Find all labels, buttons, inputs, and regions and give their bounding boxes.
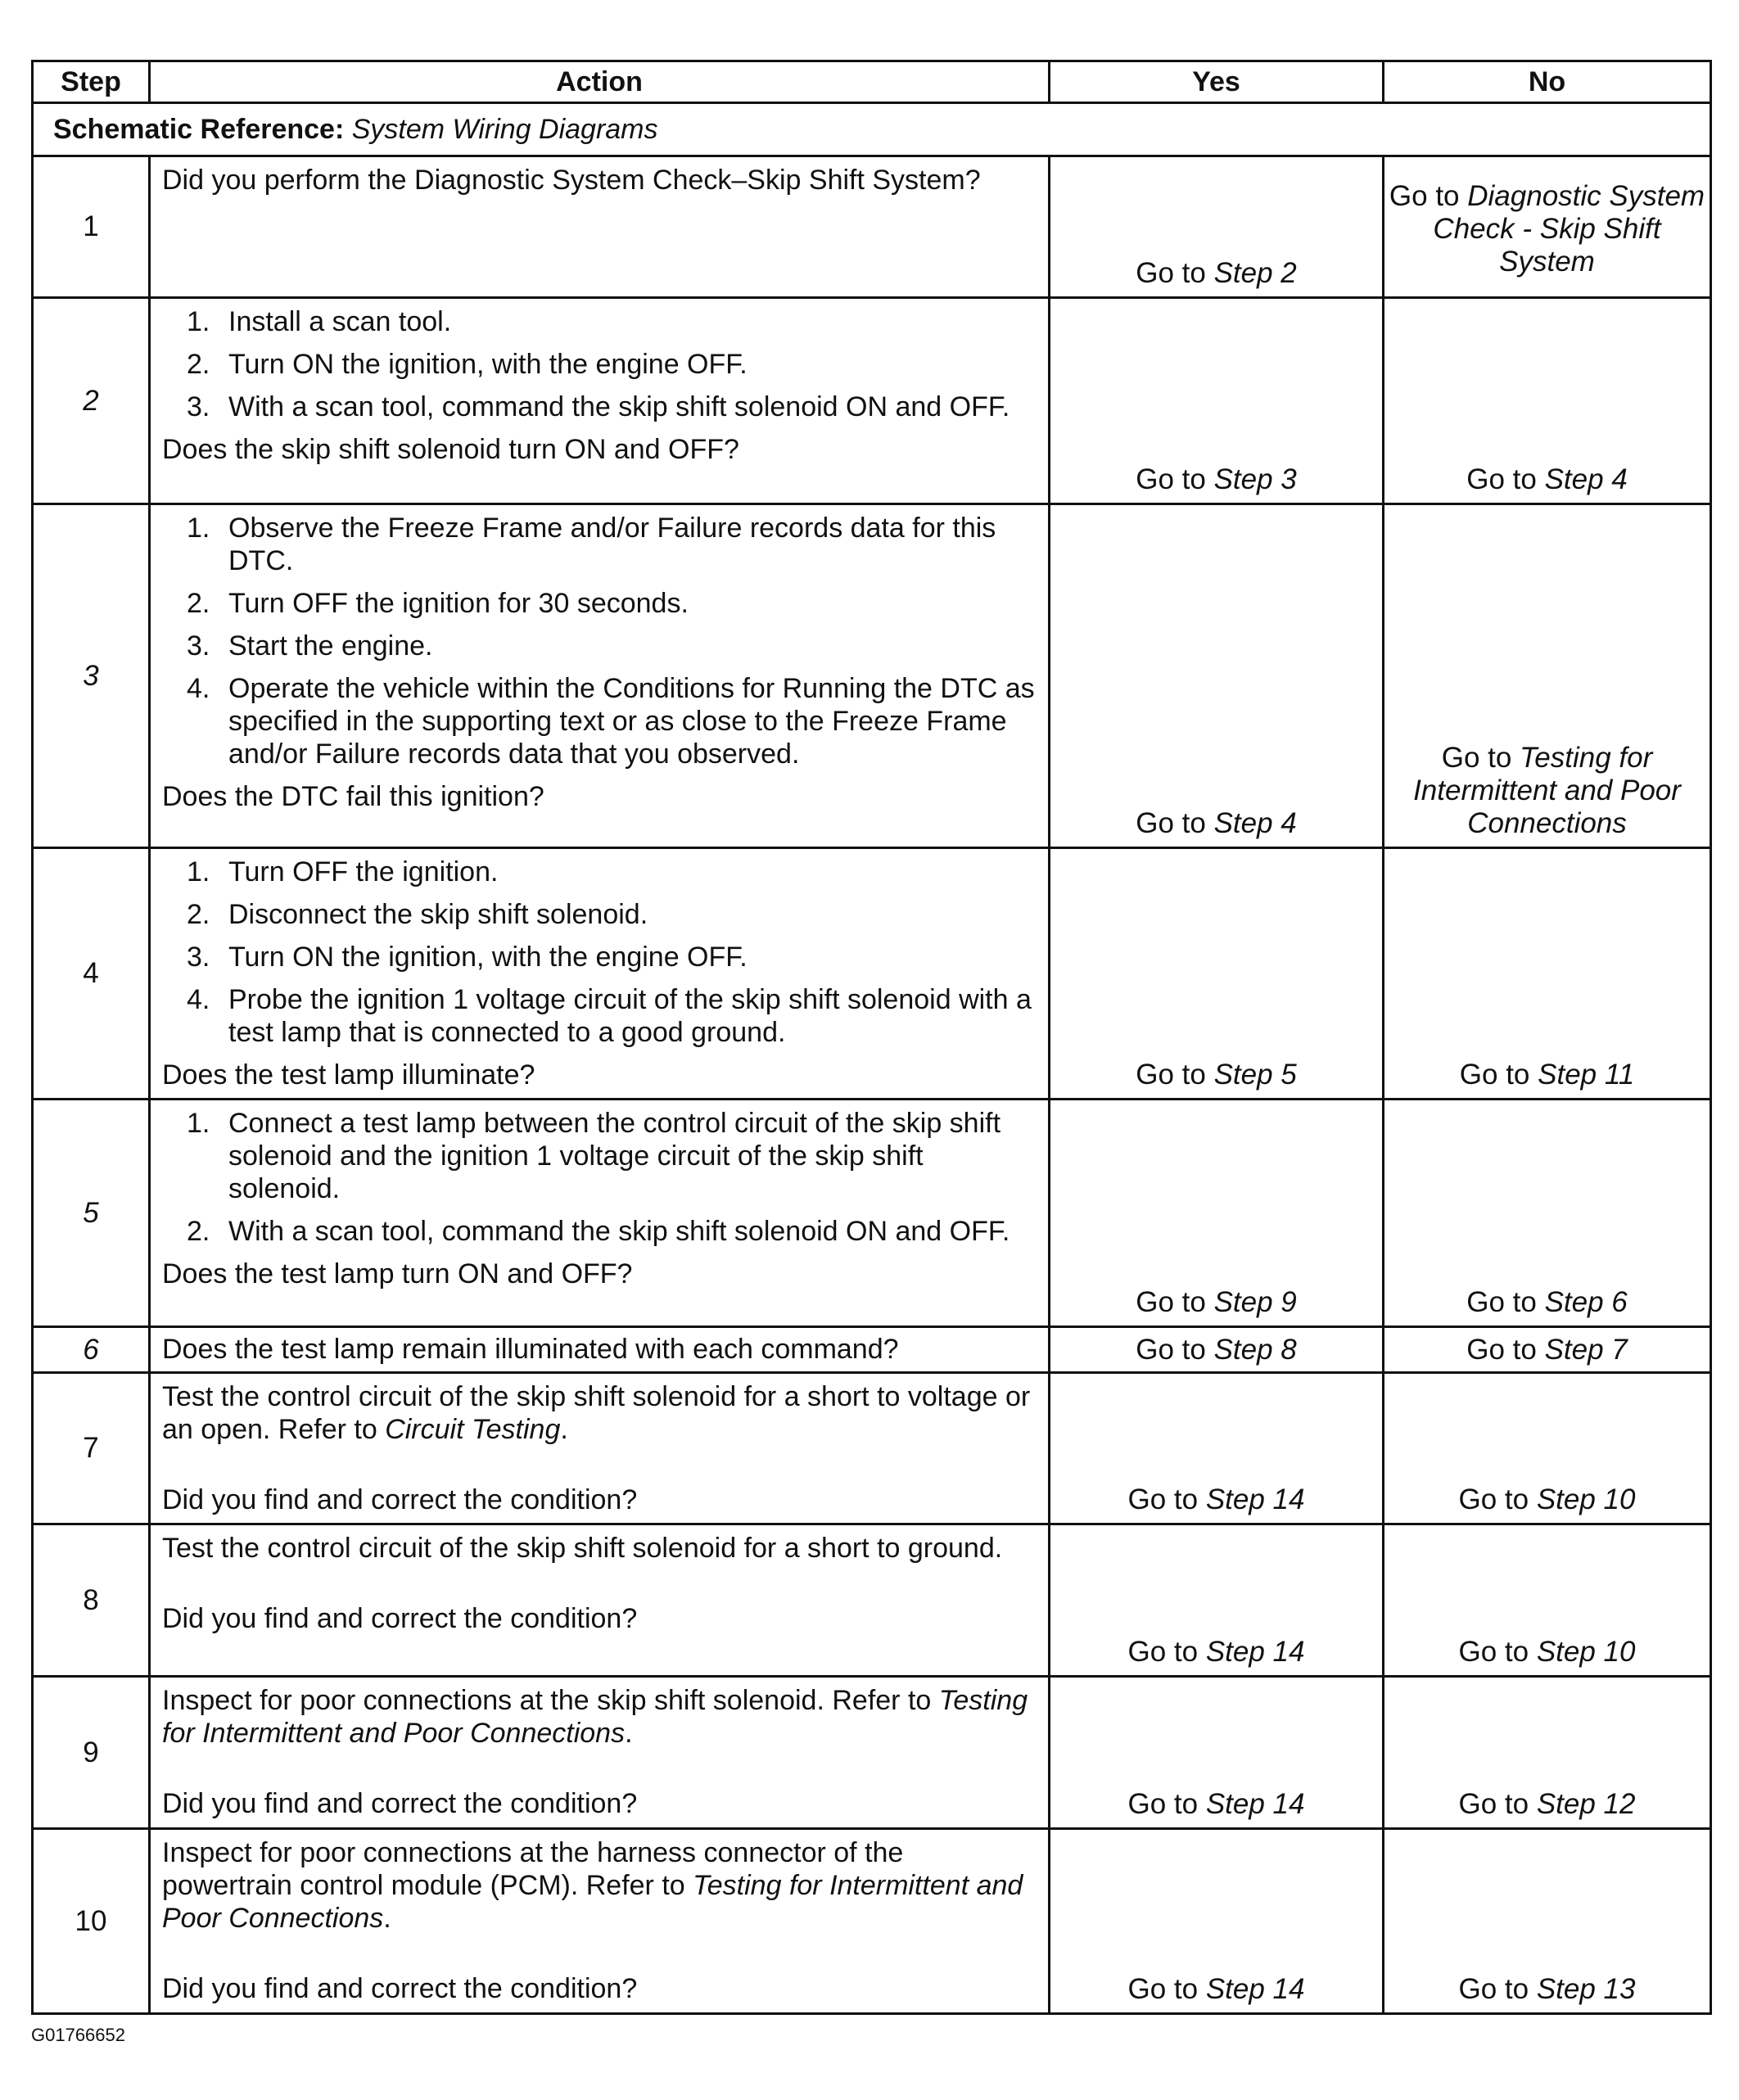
diagnostic-table-wrapper [31, 60, 1710, 2015]
header-yes: Yes [1050, 61, 1384, 103]
no-cell: Go to Step 7 [1384, 1327, 1711, 1373]
table-row [33, 1100, 1711, 1327]
table-row [33, 1327, 1711, 1373]
no-link[interactable]: Step 10 [1536, 1484, 1636, 1515]
yes-cell: Go to Step 14 [1050, 1524, 1384, 1677]
action-question: Does the test lamp turn ON and OFF? [162, 1258, 633, 1289]
yes-link[interactable]: Step 5 [1213, 1059, 1297, 1091]
no-link[interactable]: Step 6 [1544, 1286, 1628, 1318]
no-cell: Go to Step 11 [1384, 848, 1711, 1100]
action-text: Test the control circuit of the skip shift solenoid for a short to ground. [162, 1533, 1003, 1564]
yes-link[interactable]: Step 14 [1205, 1788, 1305, 1820]
list-item: 1. Install a scan tool. [187, 306, 452, 337]
list-item: 2. Turn OFF the ignition for 30 seconds. [187, 588, 689, 619]
no-link[interactable]: Step 12 [1536, 1788, 1636, 1820]
no-link[interactable]: Step 7 [1544, 1333, 1628, 1366]
action-cell [150, 1829, 1050, 2014]
step-number: 7 [33, 1373, 150, 1524]
list-item: 1. Observe the Freeze Frame and/or Failure records data for this DTC. [187, 513, 996, 576]
step-number: 6 [33, 1327, 150, 1373]
no-link[interactable]: Step 13 [1536, 1973, 1636, 2005]
list-item: 2. With a scan tool, command the skip shift solenoid ON and OFF. [187, 1216, 1010, 1247]
yes-link[interactable]: Step 14 [1205, 1973, 1305, 2005]
yes-link[interactable]: Step 14 [1205, 1636, 1305, 1668]
header-action: Action [150, 61, 1050, 103]
action-question: Did you find and correct the condition? [162, 1484, 638, 1515]
table-row [33, 298, 1711, 504]
action-question: Does the test lamp illuminate? [162, 1059, 535, 1091]
no-link[interactable]: Step 10 [1536, 1636, 1636, 1668]
step-number: 3 [33, 504, 150, 848]
yes-link[interactable]: Step 14 [1205, 1484, 1305, 1515]
action-cell [150, 848, 1050, 1100]
no-cell: Go to Testing for Intermittent and Poor Connections [1384, 504, 1711, 848]
action-cell [150, 1677, 1050, 1829]
list-item: 1. Connect a test lamp between the control circuit of the skip shift solenoid and the ignition 1 voltage circuit of the skip shift solenoid. [187, 1108, 1001, 1204]
step-number: 2 [33, 298, 150, 504]
action-cell [150, 504, 1050, 848]
header-row [33, 61, 1711, 103]
action-cell [150, 298, 1050, 504]
yes-link[interactable]: Step 8 [1213, 1333, 1297, 1366]
no-link[interactable]: Step 11 [1538, 1059, 1635, 1091]
table-row [33, 1677, 1711, 1829]
diagnostic-table [31, 60, 1712, 2015]
schematic-label: Schematic Reference: [53, 113, 345, 145]
schematic-link[interactable]: System Wiring Diagrams [351, 113, 658, 145]
action-cell [150, 1100, 1050, 1327]
yes-cell: Go to Step 3 [1050, 298, 1384, 504]
action-text: Inspect for poor connections at the skip shift solenoid. Refer to Testing for Intermittent and Poor Connections. [162, 1685, 1028, 1749]
action-question: Did you find and correct the condition? [162, 1788, 638, 1819]
yes-cell: Go to Step 9 [1050, 1100, 1384, 1327]
no-cell: Go to Step 10 [1384, 1524, 1711, 1677]
step-number: 5 [33, 1100, 150, 1327]
list-item: 3. Turn ON the ignition, with the engine OFF. [187, 942, 748, 973]
list-item: 2. Disconnect the skip shift solenoid. [187, 899, 648, 930]
no-cell: Go to Step 6 [1384, 1100, 1711, 1327]
action-text: Inspect for poor connections at the harness connector of the powertrain control module (PCM). Refer to Testing for Intermittent and Poor Connections. [162, 1837, 1023, 1934]
action-cell [150, 1327, 1050, 1373]
no-link[interactable]: Testing for Intermittent and Poor Connections [1413, 742, 1681, 839]
header-step: Step [33, 61, 150, 103]
table-row [33, 1373, 1711, 1524]
step-number: 9 [33, 1677, 150, 1829]
action-cell [150, 156, 1050, 298]
no-cell: Go to Step 10 [1384, 1373, 1711, 1524]
action-question: Does the skip shift solenoid turn ON and OFF? [162, 434, 739, 465]
yes-link[interactable]: Step 2 [1213, 257, 1297, 289]
header-no: No [1384, 61, 1711, 103]
list-item: 1. Turn OFF the ignition. [187, 856, 499, 887]
step-number: 1 [33, 156, 150, 298]
reference-link[interactable]: Circuit Testing [385, 1414, 561, 1445]
list-item: 3. Start the engine. [187, 630, 433, 662]
schematic-row [33, 103, 1711, 156]
list-item: 2. Turn ON the ignition, with the engine OFF. [187, 349, 748, 380]
yes-cell: Go to Step 2 [1050, 156, 1384, 298]
action-cell [150, 1524, 1050, 1677]
yes-link[interactable]: Step 3 [1213, 463, 1297, 495]
reference-link[interactable]: Testing for Intermittent and Poor Connections [162, 1870, 1023, 1934]
action-question: Did you find and correct the condition? [162, 1973, 638, 2004]
table-row [33, 1524, 1711, 1677]
action-text: Did you perform the Diagnostic System Check–Skip Shift System? [162, 165, 981, 196]
yes-link[interactable]: Step 4 [1213, 807, 1297, 839]
table-row [33, 156, 1711, 298]
action-list [162, 1107, 1037, 1248]
action-cell [150, 1373, 1050, 1524]
yes-cell: Go to Step 14 [1050, 1829, 1384, 2014]
no-link[interactable]: Step 4 [1544, 463, 1628, 495]
step-number: 4 [33, 848, 150, 1100]
yes-cell: Go to Step 14 [1050, 1677, 1384, 1829]
action-list [162, 305, 1037, 423]
no-cell: Go to Step 12 [1384, 1677, 1711, 1829]
step-number: 10 [33, 1829, 150, 2014]
action-list [162, 512, 1037, 770]
no-cell: Go to Step 4 [1384, 298, 1711, 504]
yes-cell: Go to Step 14 [1050, 1373, 1384, 1524]
action-question: Does the DTC fail this ignition? [162, 781, 544, 812]
action-list [162, 856, 1037, 1049]
yes-link[interactable]: Step 9 [1213, 1286, 1297, 1318]
action-text: Test the control circuit of the skip shift solenoid for a short to voltage or an open. Refer to Circuit Testing. [162, 1381, 1031, 1445]
no-cell: Go to Step 13 [1384, 1829, 1711, 2014]
figure-code: G01766652 [31, 2025, 125, 2045]
reference-link[interactable]: Testing for Intermittent and Poor Connections [162, 1685, 1028, 1749]
step-number: 8 [33, 1524, 150, 1677]
list-item: 4. Probe the ignition 1 voltage circuit of the skip shift solenoid with a test lamp that is connected to a good ground. [187, 984, 1032, 1048]
no-cell: Go to Diagnostic System Check - Skip Shift System [1384, 156, 1711, 298]
table-row [33, 848, 1711, 1100]
table-row [33, 1829, 1711, 2014]
yes-cell: Go to Step 4 [1050, 504, 1384, 848]
action-question: Does the test lamp remain illuminated with each command? [162, 1334, 899, 1365]
no-link[interactable]: Diagnostic System Check - Skip Shift System [1433, 180, 1705, 278]
list-item: 3. With a scan tool, command the skip shift solenoid ON and OFF. [187, 391, 1010, 422]
yes-cell: Go to Step 5 [1050, 848, 1384, 1100]
yes-cell: Go to Step 8 [1050, 1327, 1384, 1373]
list-item: 4. Operate the vehicle within the Conditions for Running the DTC as specified in the supporting text or as close to the Freeze Frame and/or Failure records data that you observed. [187, 673, 1035, 770]
table-row [33, 504, 1711, 848]
action-question: Did you find and correct the condition? [162, 1603, 638, 1634]
